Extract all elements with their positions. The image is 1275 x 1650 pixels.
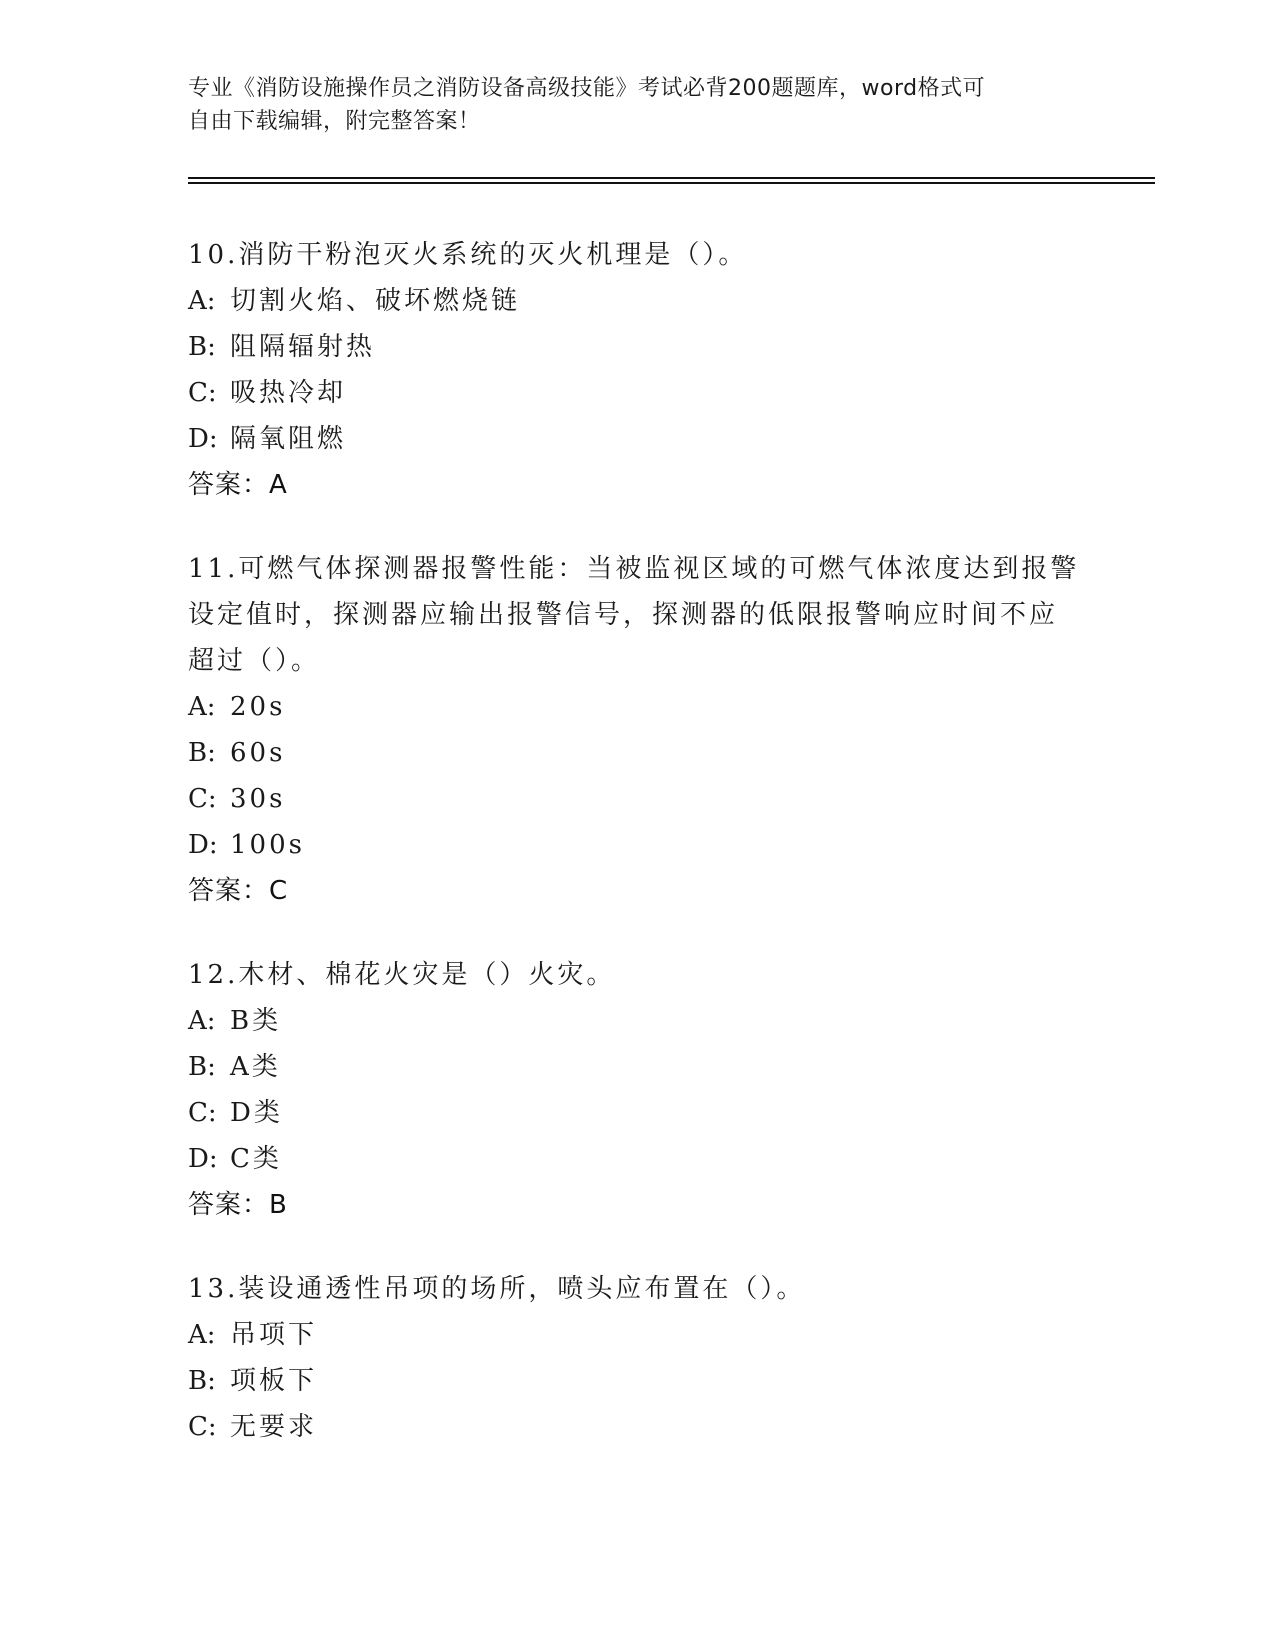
option-c [188,370,1088,416]
option-letter: A: [188,1320,216,1350]
header-divider-bottom [188,182,1155,184]
option-letter: A: [188,1006,216,1036]
option-text: 30s [230,784,286,814]
option-text: 100s [230,830,305,860]
option-d [188,822,1088,868]
option-a [188,1312,1088,1358]
question-stem-line-1: 11.可燃气体探测器报警性能：当被监视区域的可燃气体浓度达到报警 [188,554,1080,584]
option-letter: B: [188,332,216,362]
option-text: 60s [230,738,286,768]
option-text: 隔氧阻燃 [230,424,347,454]
document-header [188,72,1068,138]
option-letter: B: [188,1366,216,1396]
option-letter: A: [188,286,216,316]
option-text: 吊项下 [230,1320,318,1350]
option-letter: D: [188,424,218,454]
option-text: D类 [230,1098,283,1128]
answer-line: 答案：B [188,1190,288,1220]
option-text: 阻隔辐射热 [230,332,376,362]
option-letter: C: [188,784,217,814]
option-letter: C: [188,378,217,408]
option-a [188,998,1088,1044]
header-line-1: 专业《消防设施操作员之消防设备高级技能》考试必背200题题库，word格式可 [188,76,986,101]
answer-line: 答案：C [188,876,289,906]
question-stem: 12.木材、棉花火灾是（）火灾。 [188,960,616,990]
question-12 [188,952,1088,1228]
option-a [188,684,1088,730]
question-10 [188,232,1088,508]
option-c [188,1404,1088,1450]
option-letter: C: [188,1412,217,1442]
option-b [188,1358,1088,1404]
option-d [188,1136,1088,1182]
option-c [188,776,1088,822]
option-letter: A: [188,692,216,722]
option-d [188,416,1088,462]
option-letter: B: [188,1052,216,1082]
option-text: 切割火焰、破坏燃烧链 [230,286,521,316]
header-line-2: 自由下载编辑，附完整答案！ [188,109,481,134]
option-a [188,278,1088,324]
question-11 [188,546,1088,914]
option-letter: D: [188,1144,218,1174]
option-text: 无要求 [230,1412,318,1442]
option-text: 项板下 [230,1366,318,1396]
option-b [188,1044,1088,1090]
option-b [188,324,1088,370]
question-stem-line-3: 超过（）。 [188,646,321,676]
option-text: B类 [230,1006,282,1036]
option-b [188,730,1088,776]
option-text: 吸热冷却 [230,378,347,408]
option-text: 20s [230,692,286,722]
option-letter: C: [188,1098,217,1128]
question-list [188,232,1088,1488]
header-divider-top [188,177,1155,179]
question-stem-line-2: 设定值时，探测器应输出报警信号，探测器的低限报警响应时间不应 [188,600,1059,630]
question-13 [188,1266,1088,1450]
answer-line: 答案：A [188,470,288,500]
option-text: C类 [230,1144,282,1174]
option-letter: B: [188,738,216,768]
question-stem: 13.装设通透性吊项的场所，喷头应布置在（）。 [188,1274,806,1304]
question-stem: 10.消防干粉泡灭火系统的灭火机理是（）。 [188,240,748,270]
option-c [188,1090,1088,1136]
option-text: A类 [230,1052,281,1082]
option-letter: D: [188,830,218,860]
